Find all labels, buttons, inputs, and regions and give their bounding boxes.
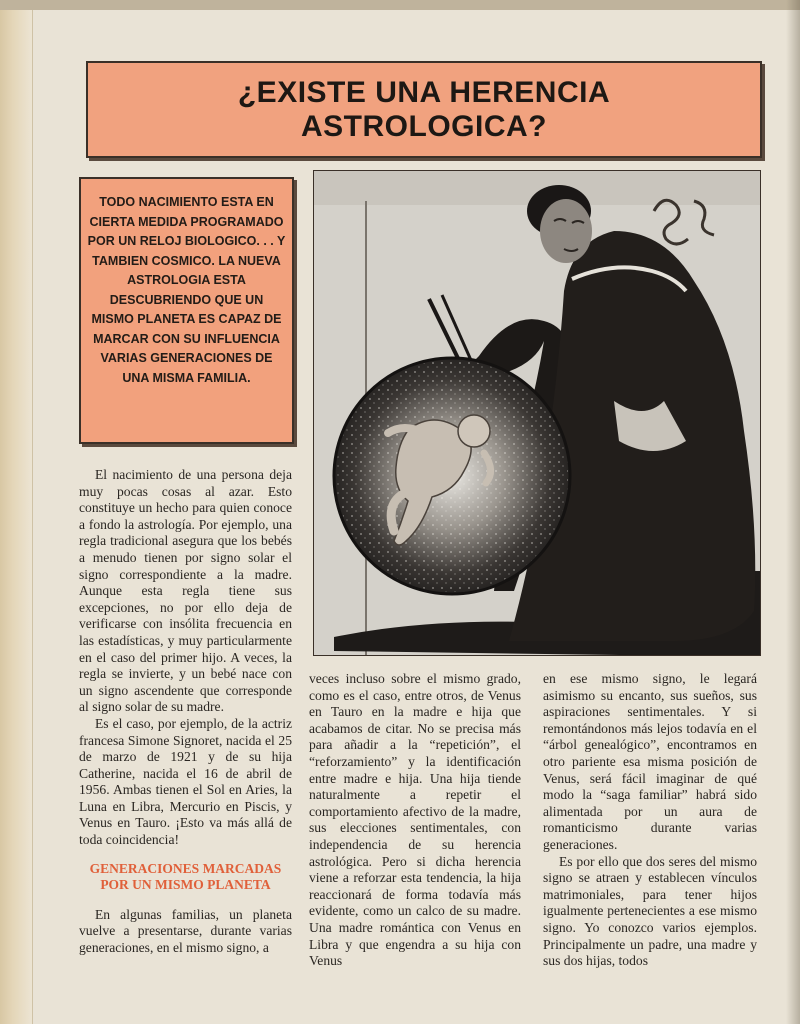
column3-paragraph-2: Es por ello que dos seres del mismo signo se atraen y establecen vínculos matrimoniales, para tener hijos igualmente pertenecientes a ese mismo signo. Yo conozco varios ejemplos. Principalmente un padre, una madre y sus dos hijas, todos <box>543 853 757 969</box>
infant-head <box>458 415 490 447</box>
top-edge <box>0 0 800 10</box>
column1-paragraph-3: En algunas familias, un planeta vuelve a presentarse, durante varias generaciones, en el mismo signo, a <box>79 906 292 955</box>
article-title-line-1: ¿EXISTE UNA HERENCIA <box>237 75 611 109</box>
binding-shadow <box>786 0 800 1024</box>
section-subhead: GENERACIONES MARCADAS POR UN MISMO PLANETA <box>89 860 282 892</box>
text-column-2 <box>309 671 521 970</box>
article-title-line-2: ASTROLOGICA? <box>301 109 547 143</box>
column1-paragraph-1: El nacimiento de una persona deja muy pocas cosas al azar. Esto constituye un hecho para quien conoce a fondo la astrología. Por ejemplo, una regla tradicional asegura que los bebés a menudo tienen por signo solar el signo correspondiente a la madre. Aunque esta regla tiene sus excepciones, no por ello deja de verificarse con insólita frecuencia en las estadísticas, y muy particularmente en el caso del primer hijo. A veces, la regla se invierte, y un bebé nace con un signo ascendente que corresponde al signo solar de su madre. <box>79 467 292 715</box>
intro-box <box>79 177 294 444</box>
text-column-1 <box>79 467 292 956</box>
page-edge <box>0 0 33 1024</box>
article-title-box <box>86 61 762 158</box>
column1-paragraph-2: Es el caso, por ejemplo, de la actriz francesa Simone Signoret, nacida el 25 de marzo de 1921 y de su hija Catherine, nacida el 16 de abril de 1956. Ambas tienen el Sol en Aries, la Luna en Libra, Mercurio en Piscis, y Venus en Tauro. ¡Esto va más allá de toda coincidencia! <box>79 715 292 848</box>
figure-face <box>540 199 592 263</box>
engraving-illustration <box>313 170 761 656</box>
intro-text: TODO NACIMIENTO ESTA EN CIERTA MEDIDA PROGRAMADO POR UN RELOJ BIOLOGICO. . . Y TAMBIEN COSMICO. LA NUEVA ASTROLOGIA ESTA DESCUBRIENDO QUE UN MISMO PLANETA ES CAPAZ DE MARCAR CON SU INFLUENCIA VARIAS GENERACIONES DE UNA MISMA FAMILIA. <box>87 195 286 385</box>
text-column-3 <box>543 671 757 970</box>
column2-paragraph-1: veces incluso sobre el mismo grado, como es el caso, entre otros, de Venus en Tauro en la madre e hija que acabamos de citar. No se precisa más para añadir a la “repetición”, el “reforzamiento” y la identificación entre madre e hija. Una hija tiende naturalmente a repetir el comportamiento afectivo de la madre, sus elecciones sentimentales, con independencia de su herencia astrológica. Pero si dicha herencia viene a reforzar esta tendencia, la hija reaccionará de forma todavía más evidente, como un calco de su madre. Una madre romántica con Venus en Libra y que engendra a su hija con Venus <box>309 671 521 969</box>
engraving-svg <box>314 171 761 656</box>
column3-paragraph-1: en ese mismo signo, le legará asimismo su encanto, sus sueños, sus aspiraciones sentimentales. Y si remontándonos más lejos todavía en el “árbol genealógico”, encontramos en otro pariente esa misma posición de Venus, será fácil imaginar de qué modo la “saga familiar” habrá sido alimentada por un aura de romanticismo durante varias generaciones. <box>543 671 757 852</box>
